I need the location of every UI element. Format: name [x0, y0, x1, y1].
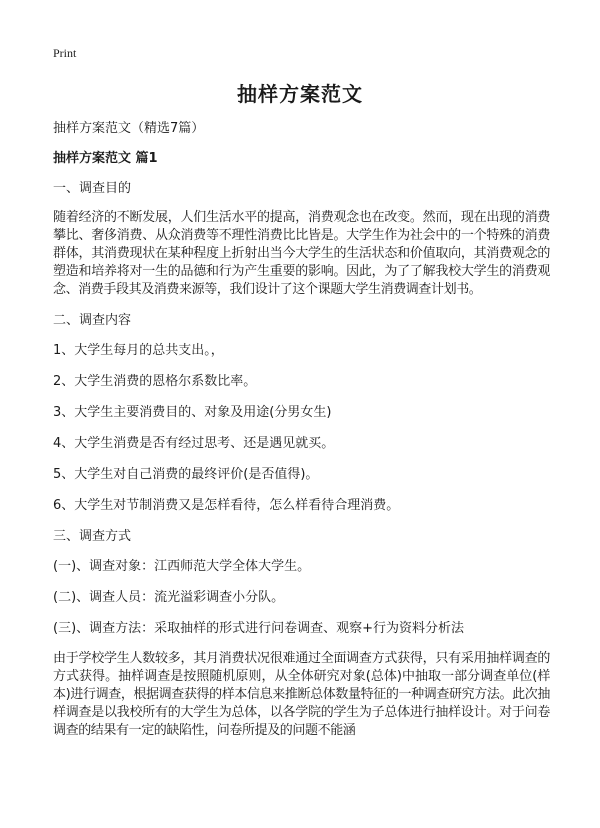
content-item: 3、大学生主要消费目的、对象及用途(分男女生) — [53, 405, 332, 420]
content-item: 2、大学生消费的恩格尔系数比率。 — [53, 374, 257, 389]
section-title: 抽样方案范文 篇1 — [53, 151, 158, 166]
document-title: 抽样方案范文 — [237, 82, 363, 106]
content-item: 5、大学生对自己消费的最终评价(是否值得)。 — [53, 467, 319, 482]
heading-purpose: 一、调查目的 — [53, 181, 132, 196]
document-body — [53, 119, 550, 752]
paragraph-sampling: 由于学校学生人数较多，其月消费状况很难通过全面调查方式获得，只有采用抽样调查的方式获得。抽样调查是按照随机原则，从全体研究对象(总体)中抽取一部分调查单位(样本)进行调查，根据调查获得的样本信息来推断总体数量特征的一种调查研究方法。此次抽样调查是以我校所有的大学生为总体，以各学院的学生为子总体进行抽样设计。对于问卷调查的结果有一定的缺陷性，问卷所提及的问题不能涵 — [53, 651, 550, 738]
paragraph-purpose: 随着经济的不断发展，人们生活水平的提高，消费观念也在改变。然而，现在出现的消费攀比、奢侈消费、从众消费等不理性消费比比皆是。大学生作为社会中的一个特殊的消费群体，其消费现状在某种程度上折射出当今大学生的生活状态和价值取向，其消费观念的塑造和培养将对一生的品德和行为产生重要的影响。因此，为了了解我校大学生的消费观念、消费手段其及消费来源等，我们设计了这个课题大学生消费调查计划书。 — [53, 210, 550, 297]
print-link[interactable]: Print — [53, 46, 77, 60]
heading-content: 二、调查内容 — [53, 313, 132, 328]
method-item: (一)、调查对象：江西师范大学全体大学生。 — [53, 559, 311, 574]
method-item: (二)、调查人员：流光溢彩调查小分队。 — [53, 590, 285, 605]
content-item: 4、大学生消费是否有经过思考、还是遇见就买。 — [53, 436, 335, 451]
method-item: (三)、调查方法：采取抽样的形式进行问卷调查、观察+行为资料分析法 — [53, 621, 465, 636]
document-subtitle: 抽样方案范文（精选7篇） — [53, 121, 205, 136]
heading-method: 三、调查方式 — [53, 529, 132, 544]
content-item: 6、大学生对节制消费又是怎样看待，怎么样看待合理消费。 — [53, 498, 400, 513]
content-item: 1、大学生每月的总共支出。， — [53, 343, 224, 358]
